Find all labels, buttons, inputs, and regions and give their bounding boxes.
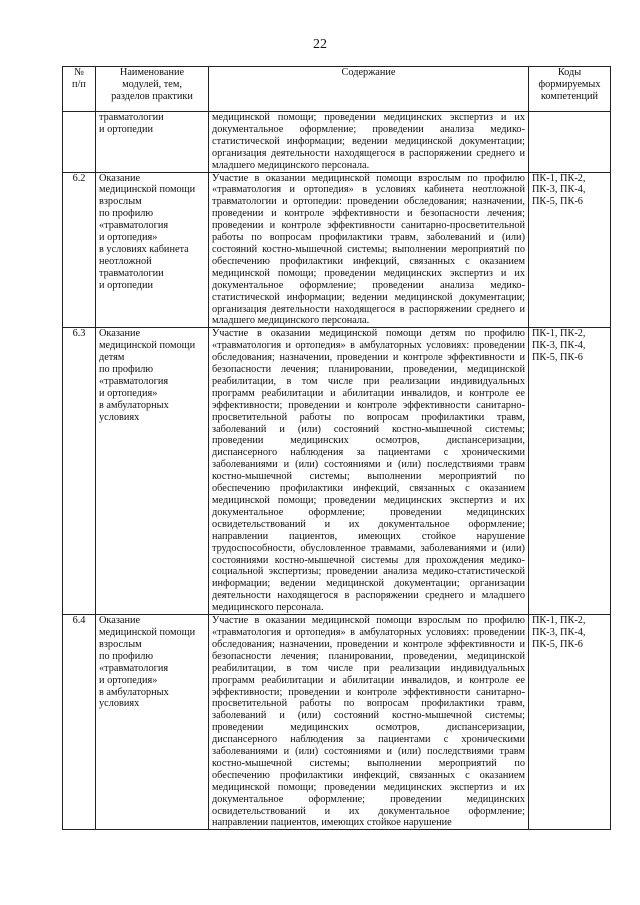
header-codes-line: компетенций — [540, 90, 599, 102]
header-module-line: разделов практики — [111, 90, 193, 102]
content-line: программ реабилитации и абилитации инвалидов, и контроле ее — [212, 387, 525, 399]
content-line: диспансерного наблюдения за пациентами с хроническими — [212, 734, 525, 746]
module-line: и ортопедия» — [99, 387, 158, 399]
module-line: неотложной — [99, 255, 152, 267]
module-line: и ортопедия» — [99, 232, 158, 244]
content-line: заболеваний и (или) состояний костно-мышечной системы; — [212, 423, 525, 435]
content-line: проведении медицинских осмотров, диспансеризации, — [212, 435, 525, 447]
row-number: 6.4 — [63, 615, 96, 830]
module-line: «травматология — [99, 375, 169, 387]
content-line: костно-мышечной системы; выполнении мероприятий по — [212, 471, 525, 483]
code-line: ПК-3, ПК-4, — [532, 184, 586, 196]
row-module — [96, 172, 209, 328]
content-line: документальное оформление; проведении медицинских — [212, 793, 525, 805]
code-line: ПК-1, ПК-2, — [532, 615, 586, 627]
content-line: состояниями костно-мышечной системы для прохождения медико- — [212, 554, 525, 566]
row-number — [63, 112, 96, 173]
content-line: «травматология и ортопедия» в условиях кабинета неотложной — [212, 184, 525, 196]
module-line: детям — [99, 352, 125, 364]
content-line: младшего медицинского персонала. — [212, 159, 370, 171]
row-content — [209, 172, 529, 328]
code-line: ПК-3, ПК-4, — [532, 340, 586, 352]
row-module — [96, 328, 209, 615]
content-line: безопасности лечения; планировании, проведении, медицинской — [212, 650, 525, 662]
module-line: травматологии — [99, 267, 164, 279]
content-line: освидетельствований и их документальное оформление; — [212, 805, 525, 817]
content-line: диспансерного наблюдения за пациентами с хроническими — [212, 447, 525, 459]
page-number: 22 — [313, 37, 327, 52]
content-line: медицинского персонала. — [212, 602, 324, 614]
content-line: медицинской помощи; проведении медицинских экспертиз и их — [212, 112, 525, 123]
code-line: ПК-5, ПК-6 — [532, 196, 583, 208]
header-module-line: Наименование — [119, 67, 185, 78]
row-module — [96, 615, 209, 830]
content-line: проведении и контроле эффективности санитарно-просветительной — [212, 220, 525, 232]
content-line: «травматология и ортопедия» в амбулаторных условиях: проведении — [212, 340, 525, 352]
module-line: Оказание — [99, 328, 141, 340]
module-line: «травматология — [99, 220, 169, 232]
content-line: деятельности находящегося в распоряжении среднего и младшего — [212, 590, 525, 602]
content-line: организация деятельности находящегося в распоряжении среднего и — [212, 147, 525, 159]
row-module — [96, 112, 209, 173]
content-line: заболеваниями и (или) состояниями и (или) последствиями травм — [212, 459, 525, 471]
content-line: заболеваний и (или) состояний костно-мышечной системы; — [212, 710, 525, 722]
content-line: направлении пациентов, имеющих стойкое нарушение — [212, 530, 525, 542]
code-line: ПК-1, ПК-2, — [532, 172, 586, 184]
module-line: в амбулаторных — [99, 399, 169, 411]
header-codes-line: формируемых — [538, 78, 601, 90]
content-line: эффективности; проведении и контроле эффективности санитарно- — [212, 399, 525, 411]
content-line: трудоспособности, обусловленное травмами, заболеваниями и (или) — [212, 542, 525, 554]
module-line: взрослым — [99, 638, 142, 650]
content-line: социальной экспертизы; проведении анализа медико-статистической — [212, 566, 525, 578]
content-line: информации; ведении медицинской документации; организации — [212, 578, 525, 590]
content-line: документальное оформление; проведении медицинских — [212, 506, 525, 518]
content-line: травматологии и ортопедии: проведении обследования; назначении, — [212, 196, 525, 208]
table-row — [63, 112, 611, 173]
row-competency-codes — [529, 172, 611, 328]
content-line: проведении медицинских осмотров, диспансеризации, — [212, 722, 525, 734]
row-number: 6.2 — [63, 172, 96, 328]
content-line: обследования; назначении, проведении и контроле эффективности и — [212, 352, 525, 364]
module-line: и ортопедия» — [99, 674, 158, 686]
code-line: ПК-5, ПК-6 — [532, 352, 583, 364]
module-line: Оказание — [99, 615, 141, 627]
header-number-line: п/п — [72, 78, 86, 90]
content-line: состояний костно-мышечной системы; выполнении мероприятий по — [212, 243, 525, 255]
content-line: работы по вопросам профилактики травм, заболеваний и (или) — [212, 232, 525, 244]
row-content — [209, 615, 529, 830]
module-line: и ортопедии — [99, 279, 153, 291]
practice-table — [62, 66, 611, 830]
module-line: условиях — [99, 411, 140, 423]
content-line: обеспечению профилактики инфекций, связанных с оказанием — [212, 483, 525, 495]
content-line: документальное оформление; проведении анализа медико- — [212, 123, 525, 135]
content-line: статистической информации; ведении медицинской документации; — [212, 135, 525, 147]
module-line: по профилю — [99, 208, 154, 220]
table-row — [63, 615, 611, 830]
content-line: Участие в оказании медицинской помощи детям по профилю — [212, 328, 525, 340]
header-module-line: модулей, тем, — [122, 78, 182, 90]
header-number-line: № — [74, 67, 84, 78]
module-line: в амбулаторных — [99, 686, 169, 698]
module-line: условиях — [99, 698, 140, 710]
module-line: по профилю — [99, 364, 154, 376]
module-line: медицинской помощи — [99, 626, 196, 638]
row-competency-codes — [529, 615, 611, 830]
row-content — [209, 112, 529, 173]
content-line: просветительной работы по вопросам профилактики травм, — [212, 698, 525, 710]
module-line: взрослым — [99, 196, 142, 208]
content-line: «травматология и ортопедия» в амбулаторных условиях: проведении — [212, 626, 525, 638]
row-competency-codes — [529, 112, 611, 173]
module-line: медицинской помощи — [99, 184, 196, 196]
header-module — [96, 67, 209, 112]
table-row — [63, 328, 611, 615]
table-header-row — [63, 67, 611, 112]
content-line: Участие в оказании медицинской помощи взрослым по профилю — [212, 172, 525, 184]
code-line: ПК-5, ПК-6 — [532, 638, 583, 650]
content-line: медицинской помощи; проведении медицинских экспертиз и их — [212, 781, 525, 793]
row-content — [209, 328, 529, 615]
content-line: Участие в оказании медицинской помощи взрослым по профилю — [212, 615, 525, 627]
row-number: 6.3 — [63, 328, 96, 615]
code-line: ПК-1, ПК-2, — [532, 328, 586, 340]
content-line: реабилитации, в том числе при реализации индивидуальных — [212, 375, 525, 387]
module-line: медицинской помощи — [99, 340, 196, 352]
header-content: Содержание — [209, 67, 529, 112]
content-line: освидетельствований и их документальное оформление; — [212, 518, 525, 530]
content-line: проведении и контроле эффективности и безопасности лечения; — [212, 208, 525, 220]
header-codes-line: Коды — [557, 67, 582, 78]
content-line: статистической информации; ведении медицинской документации; — [212, 291, 525, 303]
module-line: травматологии — [99, 112, 164, 123]
module-line: «травматология — [99, 662, 169, 674]
module-line: по профилю — [99, 650, 154, 662]
content-line: документальное оформление; проведении анализа медико- — [212, 279, 525, 291]
content-line: обеспечению профилактики инфекций, связанных с оказанием — [212, 255, 525, 267]
table-row — [63, 172, 611, 328]
module-line: в условиях кабинета — [99, 243, 189, 255]
content-line: обеспечению профилактики инфекций, связанных с оказанием — [212, 769, 525, 781]
content-line: обследования; назначении, проведении и контроле эффективности и — [212, 638, 525, 650]
header-number — [63, 67, 96, 112]
content-line: организация деятельности находящегося в распоряжении среднего и — [212, 303, 525, 315]
header-codes — [529, 67, 611, 112]
module-line: Оказание — [99, 172, 141, 184]
content-line: медицинской помощи; проведении медицинских экспертиз и их — [212, 495, 525, 506]
code-line: ПК-3, ПК-4, — [532, 626, 586, 638]
content-line: костно-мышечной системы; выполнении мероприятий по — [212, 757, 525, 769]
content-line: безопасности лечения; планировании, проведении, медицинской — [212, 364, 525, 376]
content-line: медицинской помощи; проведении медицинских экспертиз и их — [212, 267, 525, 279]
content-line: младшего медицинского персонала. — [212, 315, 370, 327]
content-line: программ реабилитации и абилитации инвалидов, и контроле ее — [212, 674, 525, 686]
content-line: эффективности; проведении и контроле эффективности санитарно- — [212, 686, 525, 698]
row-competency-codes — [529, 328, 611, 615]
content-line: заболеваниями и (или) состояниями и (или) последствиями травм — [212, 746, 525, 758]
content-line: реабилитации, в том числе при реализации индивидуальных — [212, 662, 525, 674]
content-line: просветительной работы по вопросам профилактики травм, — [212, 411, 525, 423]
content-line: направлении пациентов, имеющих стойкое нарушение — [212, 817, 452, 829]
module-line: и ортопедии — [99, 123, 153, 135]
